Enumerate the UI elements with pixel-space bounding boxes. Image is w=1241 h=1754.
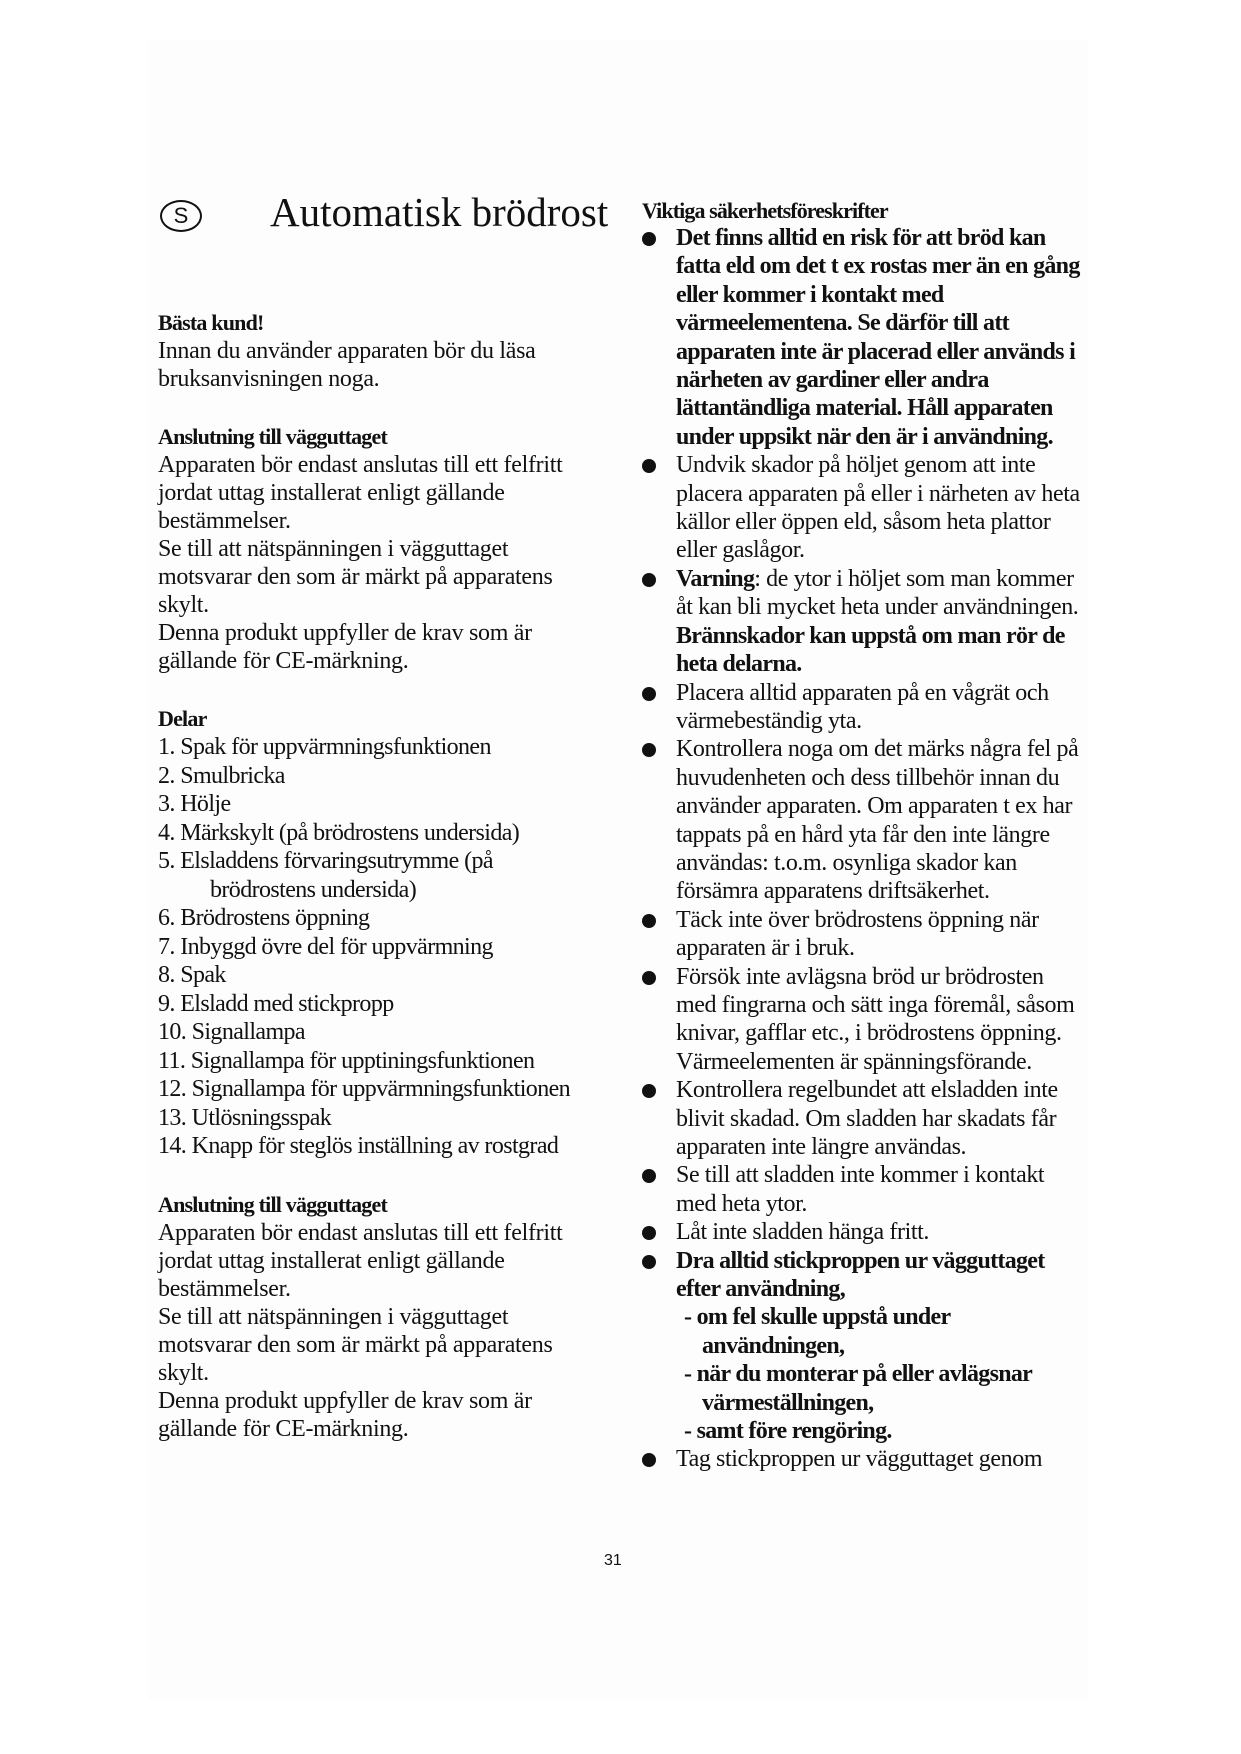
parts-heading: Delar [158, 706, 207, 731]
parts-list-item: 11. Signallampa för upptiningsfunktionen [158, 1047, 535, 1074]
bullet-icon [642, 971, 656, 985]
safety-item-surface: Placera alltid apparaten på en vågrät och värmebeständig yta. [642, 679, 1084, 736]
parts-list-item: 12. Signallampa för uppvärmningsfunktionen [158, 1076, 571, 1102]
safety-item-cord-check: Kontrollera regelbundet att elsladden inte blivit skadad. Om sladden har skadats får apparaten inte längre användas. [642, 1076, 1084, 1161]
safety-item-cord-hot: Se till att sladden inte kommer i kontakt med heta ytor. [642, 1161, 1084, 1218]
safety-item-inspect: Kontrollera noga om det märks några fel på huvudenheten och dess tillbehör innan du använder apparaten. Om apparaten t ex har tappats på en hård yta får den inte längre användas: t.o.m. osynliga skador kan försämra apparatens driftsäkerhet. [642, 735, 1084, 905]
left-column [158, 189, 609, 1443]
safety-item-fire: Det finns alltid en risk för att bröd kan fatta eld om det t ex rostas mer än en gång eller kommer i kontakt med värmeelementena. Se därför till att apparaten inte är placerad eller används i närheten av gardiner eller andra lättantändliga material. Håll apparaten under uppsikt när den är i användning. [642, 224, 1084, 451]
title-row [158, 189, 609, 256]
page-title: Automatisk brödrost [270, 189, 609, 235]
unplug-subitem: - samt före rengöring. [684, 1418, 892, 1445]
parts-list-item: 8. Spak [158, 962, 226, 988]
safety-item-cord-hang: Låt inte sladden hänga fritt. [642, 1218, 1084, 1246]
connection-paragraph: Se till att nätspänningen i vägguttaget motsvarar den som är märkt på apparatens skylt. [158, 1303, 553, 1386]
parts-list-item: 2. Smulbricka [158, 762, 285, 789]
safety-item-housing: Undvik skador på höljet genom att inte placera apparaten på eller i närheten av heta källor eller öppen eld, såsom heta plattor eller gaslågor. [642, 451, 1084, 565]
unplug-subitem: - när du monterar på eller avlägsnar värmeställningen, [684, 1361, 1032, 1416]
parts-list-item: 13. Utlösningsspak [158, 1104, 332, 1131]
right-column [642, 198, 1084, 1474]
parts-list-item: 3. Hölje [158, 791, 231, 817]
greeting-text: Innan du använder apparaten bör du läsa bruksanvisningen noga. [158, 338, 536, 392]
bullet-icon [642, 1453, 656, 1467]
parts-list [158, 733, 598, 1161]
bullet-icon [642, 914, 656, 928]
bullet-icon [642, 1084, 656, 1098]
safety-item-cover: Täck inte över brödrostens öppning när apparaten är i bruk. [642, 906, 1084, 963]
safety-list [642, 224, 1084, 1474]
bullet-icon [642, 1169, 656, 1183]
connection-paragraph: Denna produkt uppfyller de krav som är gällande för CE-märkning. [158, 620, 532, 674]
bullet-icon [642, 573, 656, 587]
connection-paragraph: Apparaten bör endast anslutas till ett felfritt jordat uttag installerat enligt gällande bestämmelser. [158, 1219, 563, 1302]
parts-list-item: 5. Elsladdens förvaringsutrymme (på brödrostens undersida) [158, 848, 493, 903]
parts-list-item: 1. Spak för uppvärmningsfunktionen [158, 734, 491, 760]
bullet-icon [642, 687, 656, 701]
greeting-heading: Bästa kund! [158, 310, 264, 335]
bullet-icon [642, 1226, 656, 1240]
unplug-subitem: - om fel skulle uppstå under användningen, [684, 1304, 951, 1359]
unplug-sublist [676, 1303, 1084, 1445]
parts-list-item: 4. Märkskylt (på brödrostens undersida) [158, 819, 520, 846]
connection-heading: Anslutning till vägguttaget [158, 424, 387, 449]
bullet-icon [642, 459, 656, 473]
page-number: 31 [604, 1552, 622, 1569]
connection-paragraph: Denna produkt uppfyller de krav som är gällande för CE-märkning. [158, 1387, 532, 1442]
connection-paragraph: Apparaten bör endast anslutas till ett felfritt jordat uttag installerat enligt gällande bestämmelser. [158, 452, 563, 534]
parts-list-item: 10. Signallampa [158, 1019, 305, 1045]
bullet-icon [642, 743, 656, 757]
parts-list-item: 6. Brödrostens öppning [158, 905, 370, 931]
parts-list-item: 9. Elsladd med stickpropp [158, 990, 394, 1017]
safety-item-warning: Varning: de ytor i höljet som man kommer åt kan bli mycket heta under användningen. Brännskador kan uppstå om man rör de heta delarna. [642, 565, 1084, 679]
safety-item-plug: Tag stickproppen ur vägguttaget genom [642, 1445, 1084, 1473]
safety-item-remove: Försök inte avlägsna bröd ur brödrosten med fingrarna och sätt inga föremål, såsom knivar, gafflar etc., i brödrostens öppning. Värmeelementen är spänningsförande. [642, 963, 1084, 1077]
connection-heading-repeat: Anslutning till vägguttaget [158, 1191, 387, 1217]
connection-paragraph: Se till att nätspänningen i vägguttaget motsvarar den som är märkt på apparatens skylt. [158, 536, 553, 618]
parts-list-item: 7. Inbyggd övre del för uppvärmning [158, 933, 493, 960]
bullet-icon [642, 232, 656, 246]
safety-item-unplug: Dra alltid stickproppen ur vägguttaget efter användning, - om fel skulle uppstå under användningen, - när du monterar på eller avlägsnar värmeställningen, - samt före rengöring. [642, 1247, 1084, 1446]
language-badge: S [160, 200, 202, 232]
parts-list-item: 14. Knapp för steglös inställning av rostgrad [158, 1133, 559, 1159]
bullet-icon [642, 1255, 656, 1269]
safety-heading: Viktiga säkerhetsföreskrifter [642, 198, 888, 223]
